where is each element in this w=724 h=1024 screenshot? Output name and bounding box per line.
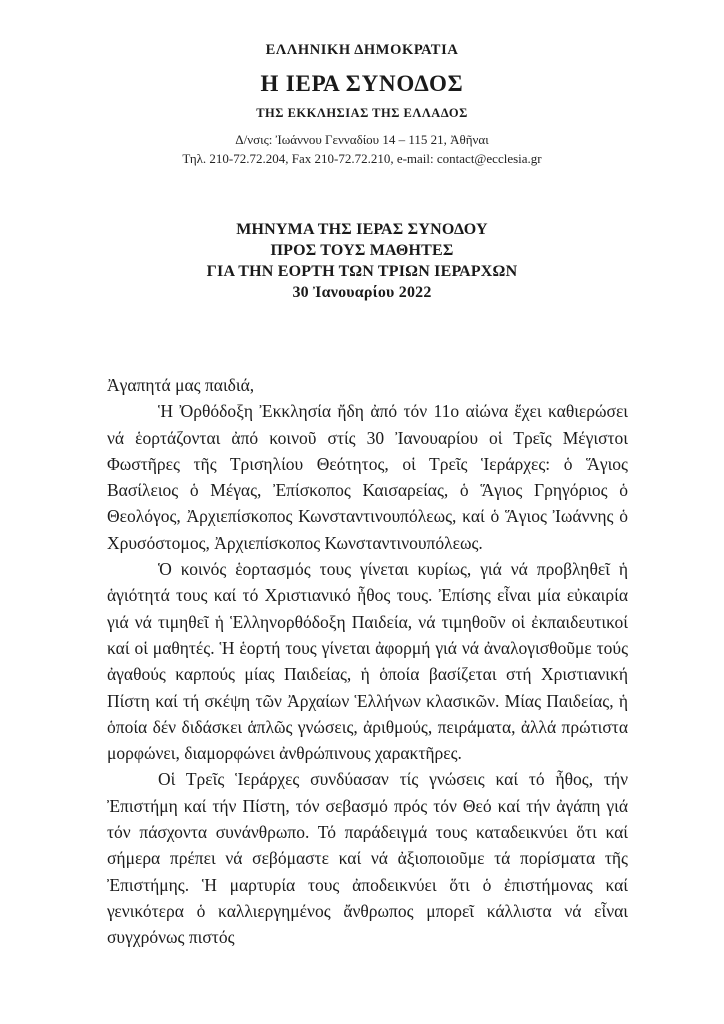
synod-name: Η ΙΕΡΑ ΣΥΝΟΔΟΣ bbox=[260, 71, 464, 96]
message-title bbox=[0, 219, 724, 303]
letterhead bbox=[0, 40, 724, 168]
paragraph-3: Οἱ Τρεῖς Ἱεράρχες συνδύασαν τίς γνώσεις καί τό ἦθος, τήν Ἐπιστήμη καί τήν Πίστη, τόν σεβασμό πρός τόν Θεό καί τήν ἀγάπη γιά τόν πάσχοντα συνάνθρωπο. Τό παράδειγμά τους καταδεικνύει ὅτι καί σήμερα πρέπει νά σεβόμαστε καί νά ἀξιοποιοῦμε τά πορίσματα τῆς Ἐπιστήμης. Ἡ μαρτυρία τους ἀποδεικνύει ὅτι ὁ ἐπιστήμονας καί γενικότερα ὁ καλλιεργημένος ἄνθρωπος μπορεῖ κάλλιστα νά εἶναι συγχρόνως πιστός bbox=[107, 769, 628, 948]
country-name: ΕΛΛΗΝΙΚΗ ΔΗΜΟΚΡΑΤΙΑ bbox=[265, 42, 459, 58]
paragraph-1: Ἡ Ὀρθόδοξη Ἐκκλησία ἤδη ἀπό τόν 11ο αἰώνα ἔχει καθιερώσει νά ἑορτάζονται ἀπό κοινοῦ στίς 30 Ἰανουαρίου οἱ Τρεῖς Μέγιστοι Φωστῆρες τῆς Τρισηλίου Θεότητος, οἱ Τρεῖς Ἱεράρχες: ὁ Ἅγιος Βασίλειος ὁ Μέγας, Ἐπίσκοπος Καισαρείας, ὁ Ἅγιος Γρηγόριος ὁ Θεολόγος, Ἀρχιεπίσκοπος Κωνσταντινουπόλεως, καί ὁ Ἅγιος Ἰωάννης ὁ Χρυσόστομος, Ἀρχιεπίσκοπος Κωνσταντινουπόλεως. bbox=[107, 401, 628, 553]
church-name: ΤΗΣ ΕΚΚΛΗΣΙΑΣ ΤΗΣ ΕΛΛΑΔΟΣ bbox=[256, 106, 468, 120]
title-line-2: ΠΡΟΣ ΤΟΥΣ ΜΑΘΗΤΕΣ bbox=[270, 242, 454, 259]
title-line-1: ΜΗΝΥΜΑ ΤΗΣ ΙΕΡΑΣ ΣΥΝΟΔΟΥ bbox=[236, 221, 488, 238]
message-date: 30 Ἰανουαρίου 2022 bbox=[292, 284, 432, 301]
title-line-3: ΓΙΑ ΤΗΝ ΕΟΡΤΗ ΤΩΝ ΤΡΙΩΝ ΙΕΡΑΡΧΩΝ bbox=[206, 263, 518, 280]
contact-info: Τηλ. 210-72.72.204, Fax 210-72.72.210, e-mail: contact@ecclesia.gr bbox=[182, 151, 542, 166]
paragraph-2: Ὁ κοινός ἑορτασμός τους γίνεται κυρίως, γιά νά προβληθεῖ ἡ ἁγιότητά τους καί τό Χριστιανικό ἦθος τους. Ἐπίσης εἶναι μία εὐκαιρία γιά νά τιμηθεῖ ἡ Ἑλληνορθόδοξη Παιδεία, νά τιμηθοῦν οἱ ἐκπαιδευτικοί καί οἱ μαθητές. Ἡ ἑορτή τους γίνεται ἀφορμή γιά νά ἀναλογισθοῦμε τούς ἀγαθούς καρπούς μίας Παιδείας, ἡ ὁποία βασίζεται στή Χριστιανική Πίστη καί τή σκέψη τῶν Ἀρχαίων Ἑλλήνων κλασικῶν. Μίας Παιδείας, ἡ ὁποία δέν διδάσκει ἁπλῶς γνώσεις, ἀριθμούς, πειράματα, ἀλλά πρώτιστα μορφώνει, διαμορφώνει ἀνθρώπινους χαρακτῆρες. bbox=[107, 559, 628, 764]
message-body bbox=[107, 372, 628, 951]
postal-address: Δ/νσις: Ἰωάννου Γενναδίου 14 – 115 21, Ἀθῆναι bbox=[235, 132, 489, 147]
greeting: Ἀγαπητά μας παιδιά, bbox=[107, 375, 255, 395]
